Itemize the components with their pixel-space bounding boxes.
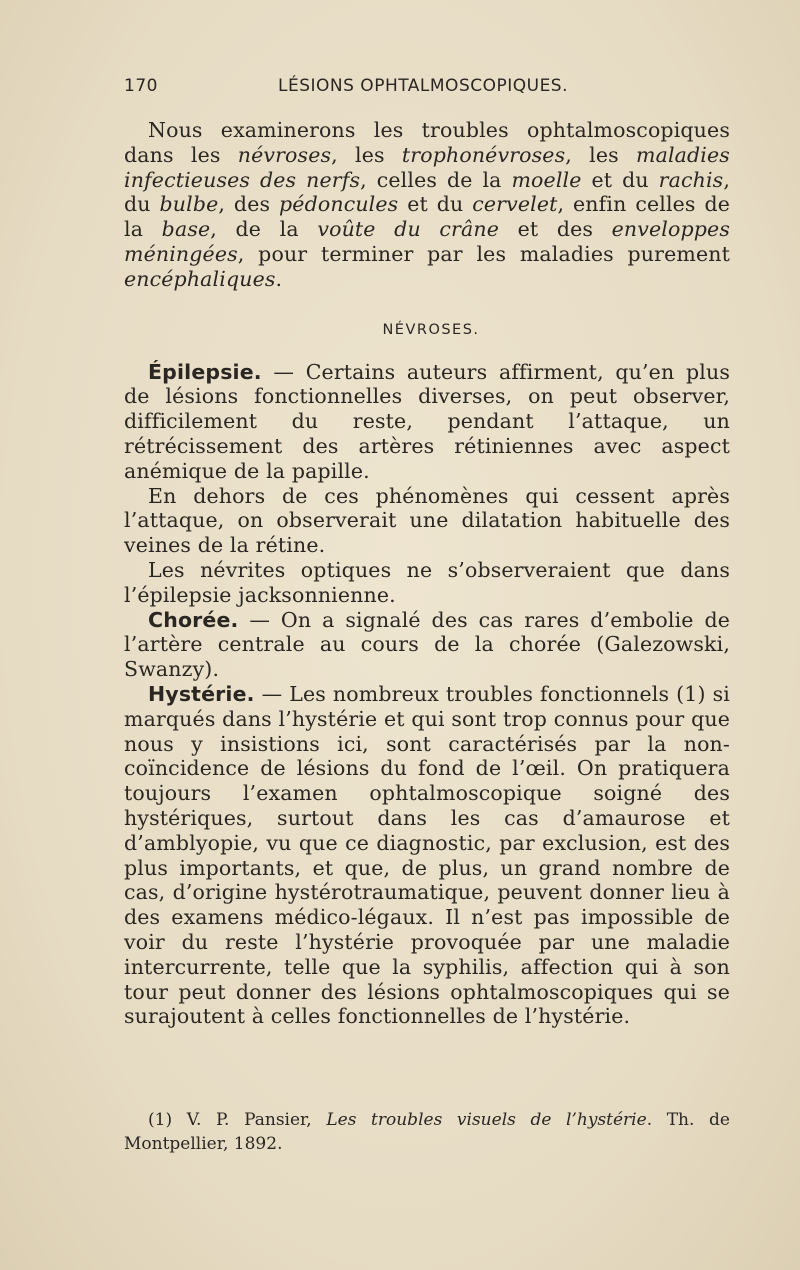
footnote: (1) V. P. Pansier, Les troubles visuels de l’hystérie. Th. de Montpellier, 1892. (124, 1110, 730, 1154)
hysterie-paragraph: Hystérie. — Les nombreux troubles fonctionnels (1) si marqués dans l’hystérie et qui sont trop connus pour que nous y insistions ici, sont caractérisés par la non-coïncidence de lésions du fond de l’œil. On pratiquera toujours l’examen ophtalmoscopique soigné des hystériques, surtout dans les cas d’amaurose et d’amblyopie, vu que ce diagnostic, par exclusion, est des plus importants, et que, de plus, un grand nombre de cas, d’origine hystérotraumatique, peuvent donner lieu à des examens médico-légaux. Il n’est pas impossible de voir du reste l’hystérie provoquée par une maladie intercurrente, telle que la syphilis, affection qui à son tour peut donner des lésions ophtalmoscopiques qui se surajoutent à celles fonctionnelles de l’hystérie. (124, 681, 730, 1029)
footnote-title: Les troubles visuels de l’hystérie (326, 1110, 647, 1130)
page-body (124, 118, 730, 1029)
section-title: NÉVROSES. (382, 321, 480, 338)
term-choree: Chorée. (148, 607, 239, 632)
intro-paragraph: Nous examinerons les troubles ophtalmoscopiques dans les névroses, les trophonévroses, les maladies infectieuses des nerfs, celles de la moelle et du rachis, du bulbe, des pédoncules et du cervelet, enfin celles de la base, de la voûte du crâne et des enveloppes méningées, pour terminer par les maladies purement encéphaliques. (124, 118, 731, 291)
running-header (120, 76, 735, 102)
epilepsie-paragraph-2: En dehors de ces phénomènes qui cessent après l’attaque, on observerait une dilatation habituelle des veines de la rétine. (124, 483, 730, 558)
epilepsie-paragraph-3: Les névrites optiques ne s’observeraient que dans l’épilepsie jacksonnienne. (124, 557, 730, 607)
term-epilepsie: Épilepsie. (148, 359, 262, 384)
page-number: 170 (124, 76, 158, 96)
epilepsie-paragraph: Épilepsie. — Certains auteurs affirment, qu’en plus de lésions fonctionnelles diverses, on peut observer, difficilement du reste, pendant l’attaque, un rétrécissement des artères rétiniennes avec aspect anémique de la papille. (124, 359, 730, 483)
choree-paragraph: Chorée. — On a signalé des cas rares d’embolie de l’artère centrale au cours de la chorée (Galezowski, Swanzy). (124, 607, 730, 682)
running-title: LÉSIONS OPHTALMOSCOPIQUES. (278, 76, 569, 96)
term-hysterie: Hystérie. (148, 681, 255, 706)
